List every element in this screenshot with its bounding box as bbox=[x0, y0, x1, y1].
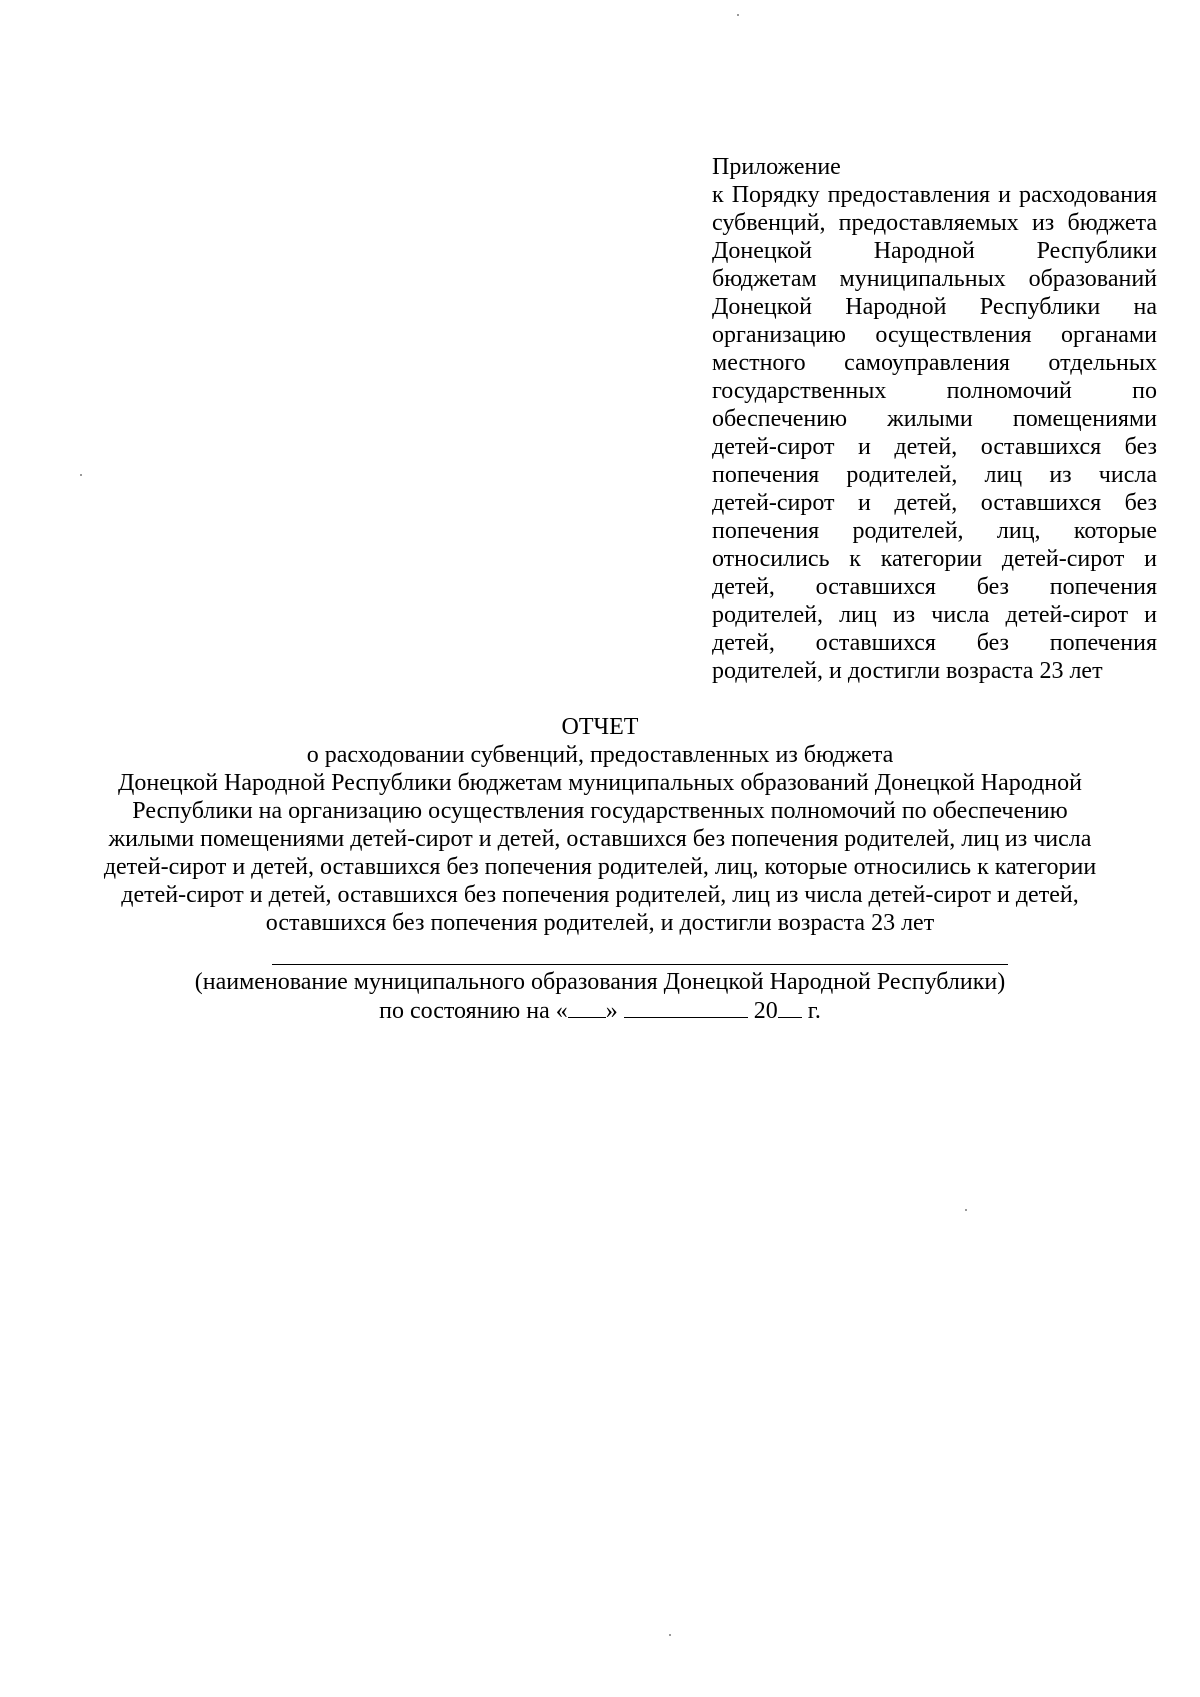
open-quote: « bbox=[555, 998, 568, 1024]
appendix-line: государственных полномочий по bbox=[712, 378, 1157, 404]
appendix-line: детей, оставшихся без попечения bbox=[712, 630, 1157, 656]
appendix-line: Донецкой Народной Республики на bbox=[712, 294, 1157, 320]
appendix-line: попечения родителей, лиц из числа bbox=[712, 462, 1157, 488]
month-blank bbox=[624, 997, 748, 1018]
scan-speck bbox=[965, 1209, 967, 1211]
year-blank bbox=[778, 997, 802, 1018]
report-title: ОТЧЕТ bbox=[561, 714, 639, 740]
day-blank bbox=[568, 997, 606, 1018]
appendix-line: родителей, лиц из числа детей-сирот и bbox=[712, 602, 1157, 628]
appendix-line: бюджетам муниципальных образований bbox=[712, 266, 1157, 292]
report-subtitle-line: детей-сирот и детей, оставшихся без попечения родителей, лиц из числа детей-сирот и детей, bbox=[121, 882, 1079, 908]
appendix-title: Приложение bbox=[712, 154, 841, 180]
year-suffix: г. bbox=[807, 998, 821, 1024]
status-prefix: по состоянию на bbox=[379, 998, 550, 1024]
appendix-line: организацию осуществления органами bbox=[712, 322, 1157, 348]
appendix-line: обеспечению жилыми помещениями bbox=[712, 406, 1157, 432]
appendix-line: детей, оставшихся без попечения bbox=[712, 574, 1157, 600]
report-subtitle-line: оставшихся без попечения родителей, и достигли возраста 23 лет bbox=[265, 910, 935, 936]
appendix-line: Донецкой Народной Республики bbox=[712, 238, 1157, 264]
appendix-line: детей-сирот и детей, оставшихся без bbox=[712, 434, 1157, 460]
municipal-name-caption: (наименование муниципального образования Донецкой Народной Республики) bbox=[194, 969, 1006, 995]
appendix-last-line: родителей, и достигли возраста 23 лет bbox=[712, 658, 1103, 684]
report-subtitle-line: жилыми помещениями детей-сирот и детей, оставшихся без попечения родителей, лиц из числа bbox=[108, 826, 1092, 852]
report-subtitle-line: детей-сирот и детей, оставшихся без попечения родителей, лиц, которые относились к категории bbox=[103, 854, 1097, 880]
scan-speck bbox=[669, 1634, 671, 1636]
report-subtitle-line: о расходовании субвенций, предоставленных из бюджета bbox=[306, 742, 894, 768]
report-subtitle-line: Донецкой Народной Республики бюджетам муниципальных образований Донецкой Народной bbox=[117, 770, 1082, 796]
status-date-line bbox=[80, 997, 1120, 1025]
scan-speck bbox=[80, 474, 82, 476]
municipal-name-blank-line bbox=[272, 964, 1008, 965]
appendix-line: местного самоуправления отдельных bbox=[712, 350, 1157, 376]
scan-speck bbox=[737, 14, 739, 16]
report-subtitle-line: Республики на организацию осуществления государственных полномочий по обеспечению bbox=[132, 798, 1068, 824]
appendix-line: субвенций, предоставляемых из бюджета bbox=[712, 210, 1157, 236]
appendix-line: детей-сирот и детей, оставшихся без bbox=[712, 490, 1157, 516]
appendix-line: относились к категории детей-сирот и bbox=[712, 546, 1157, 572]
close-quote: » bbox=[605, 998, 618, 1024]
appendix-block bbox=[712, 153, 1157, 685]
report-heading bbox=[80, 713, 1120, 937]
year-prefix: 20 bbox=[753, 998, 778, 1024]
appendix-line: к Порядку предоставления и расходования bbox=[712, 182, 1157, 208]
appendix-line: попечения родителей, лиц, которые bbox=[712, 518, 1157, 544]
